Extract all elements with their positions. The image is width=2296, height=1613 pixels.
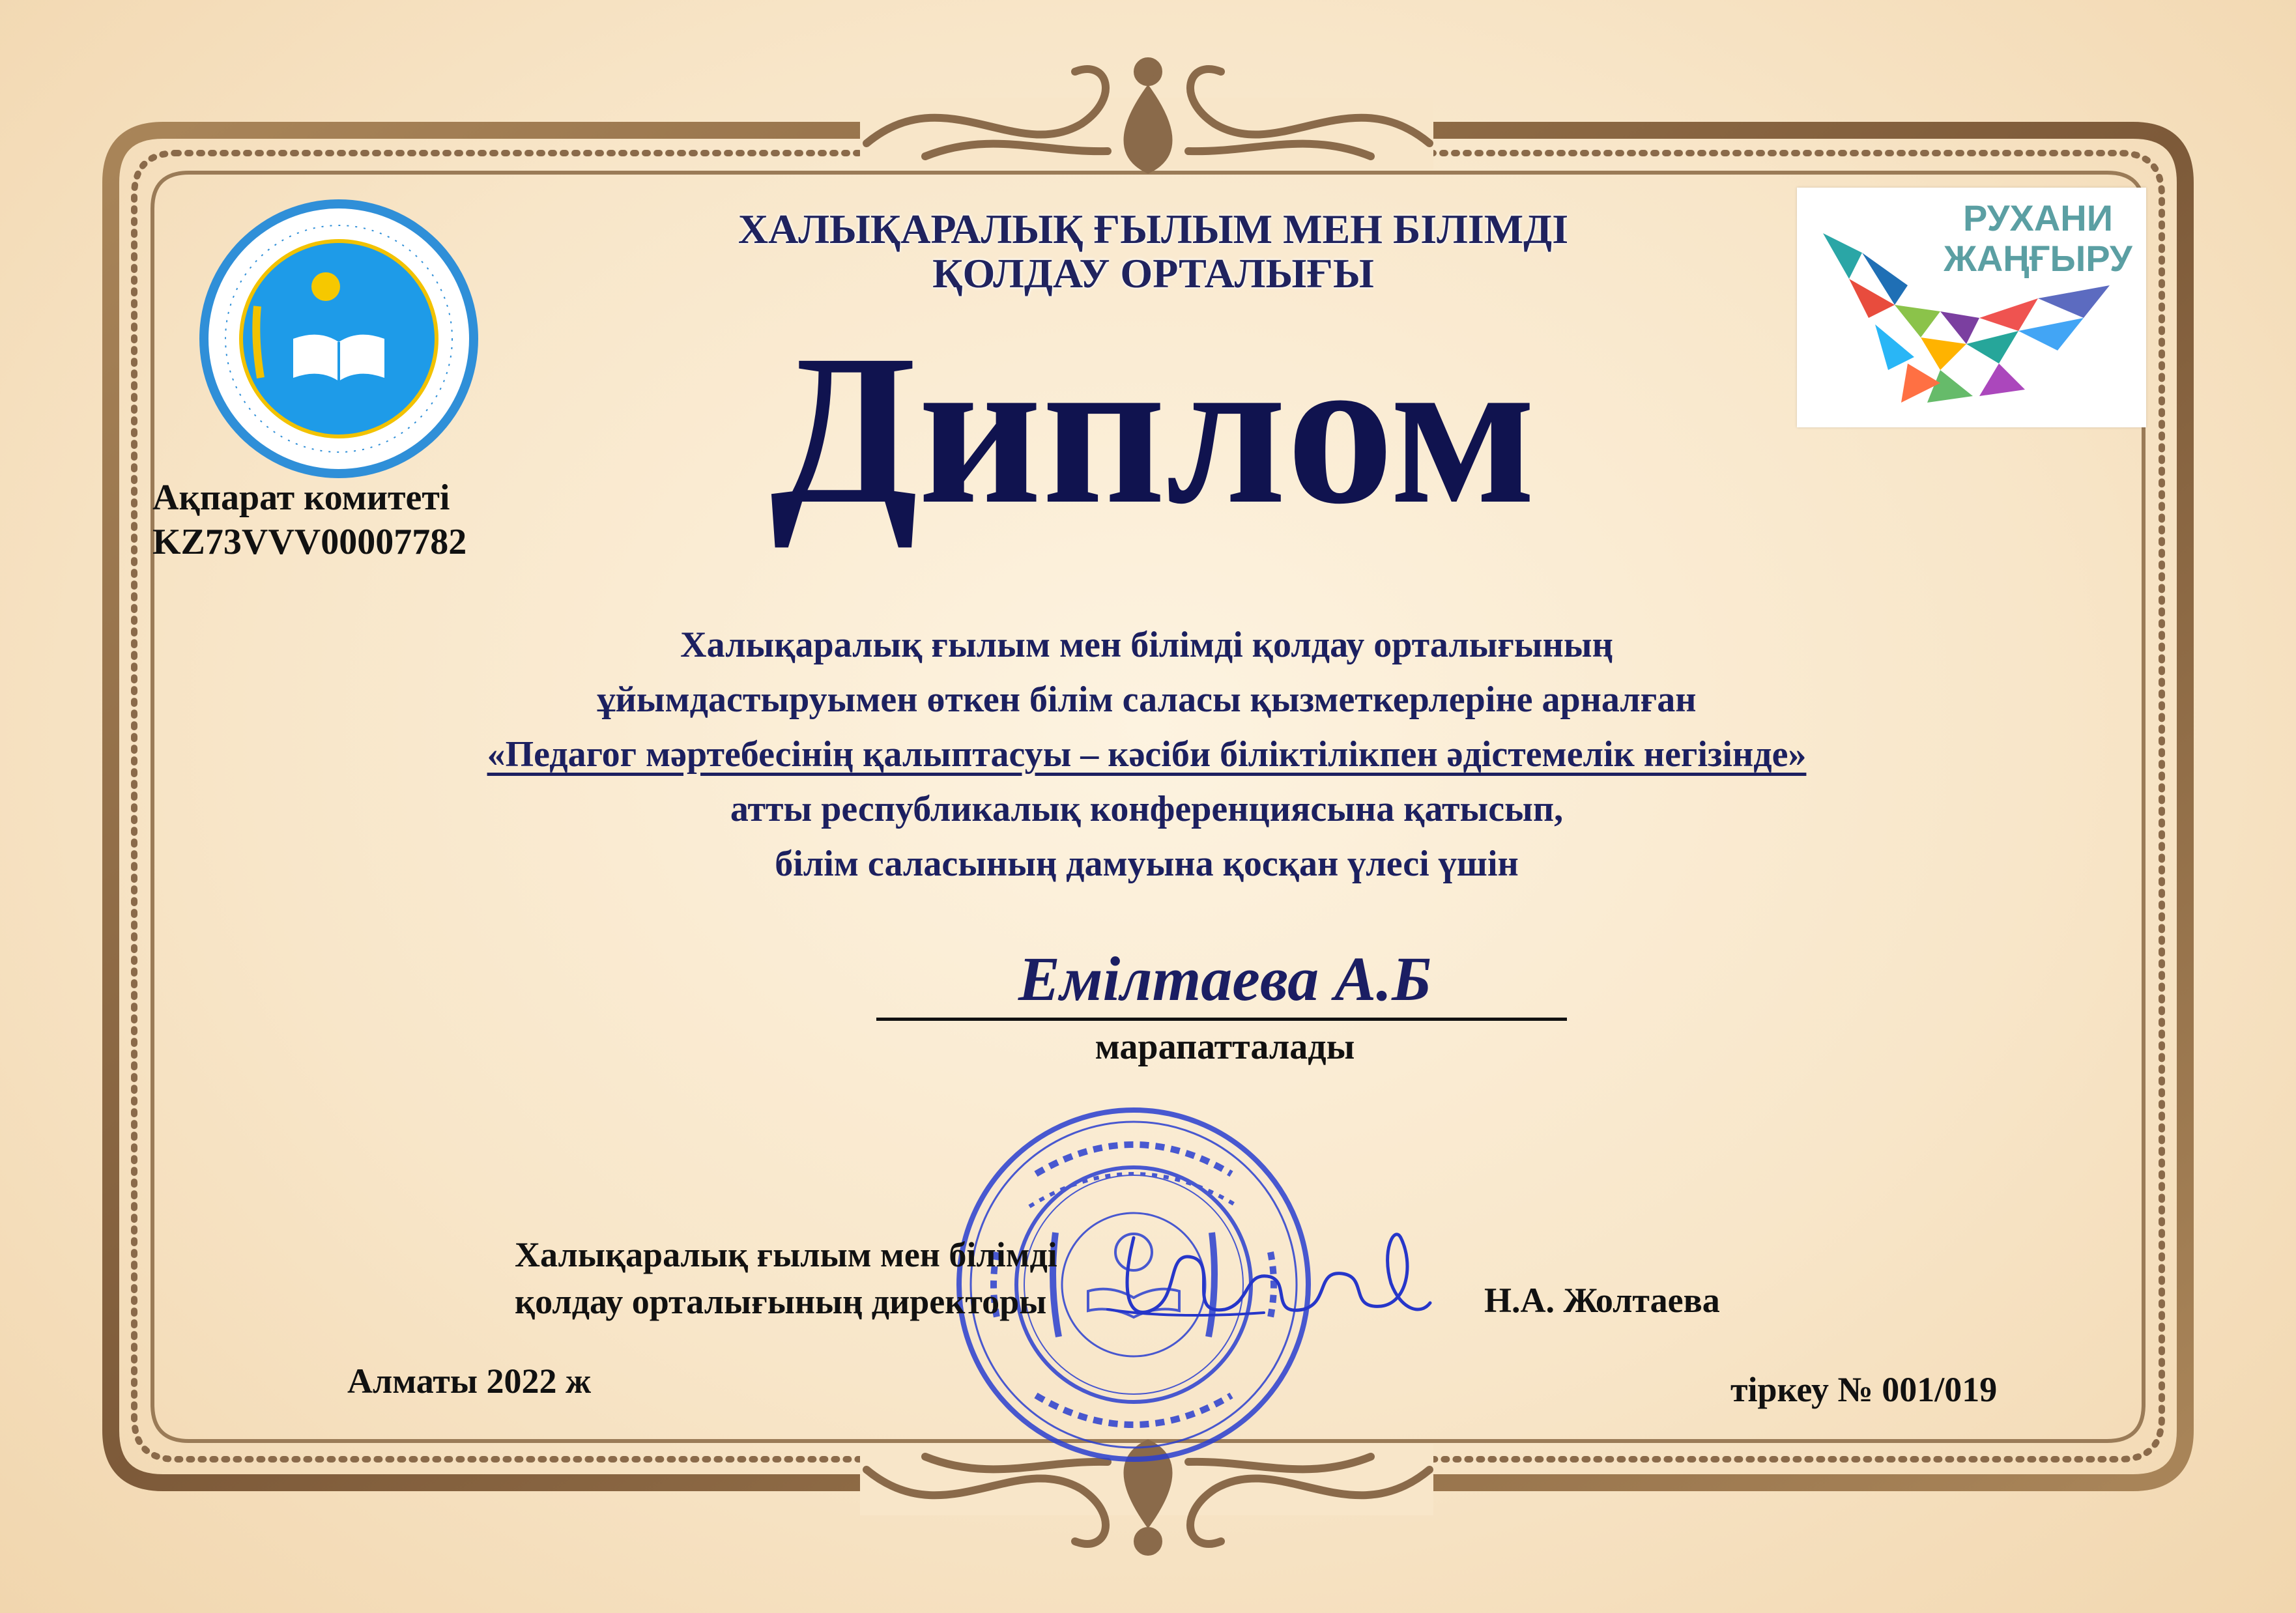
registration-code: KZ73VVV00007782 bbox=[152, 522, 467, 562]
director-block bbox=[515, 1231, 1057, 1325]
diploma-title: Диплом bbox=[770, 311, 1536, 549]
director-line2: қолдау орталығының директоры bbox=[515, 1282, 1047, 1321]
director-name: Н.А. Жолтаева bbox=[1484, 1281, 1720, 1320]
registration-number: тіркеу № 001/019 bbox=[1730, 1370, 1998, 1409]
recipient-name: Емілтаева А.Б bbox=[1018, 944, 1432, 1014]
header-line1: ХАЛЫҚАРАЛЫҚ ҒЫЛЫМ МЕН БІЛІМДІ bbox=[738, 206, 1569, 252]
header-line2: ҚОЛДАУ ОРТАЛЫҒЫ bbox=[932, 250, 1374, 296]
city-date: Алматы 2022 ж bbox=[347, 1362, 592, 1401]
rukhani-text bbox=[1940, 198, 2136, 279]
body-line5: білім саласының дамуына қосқан үлесі үшін bbox=[775, 844, 1519, 884]
rukhani-line2: ЖАҢҒЫРУ bbox=[1944, 238, 2132, 279]
center-emblem-logo bbox=[195, 195, 482, 482]
rukhani-logo bbox=[1797, 188, 2146, 427]
body-line1: Халықаралық ғылым мен білімді қолдау орталығының bbox=[680, 625, 1613, 665]
director-line1: Халықаралық ғылым мен білімді bbox=[515, 1235, 1057, 1274]
top-ornament bbox=[860, 61, 1433, 169]
body-line4: атты республикалық конференциясына қатысып, bbox=[730, 789, 1564, 829]
committee-label: Ақпарат комитеті bbox=[152, 478, 450, 518]
rukhani-line1: РУХАНИ bbox=[1963, 197, 2113, 238]
organization-header bbox=[586, 207, 1720, 296]
director-signature bbox=[1095, 1212, 1433, 1342]
diploma-body bbox=[365, 618, 1929, 891]
awarded-label: марапатталады bbox=[1095, 1027, 1355, 1067]
event-title: «Педагог мәртебесінің қалыптасуы – кәсіби біліктілікпен әдістемелік негізінде» bbox=[487, 734, 1807, 775]
info-committee-block bbox=[152, 476, 466, 564]
recipient-underline bbox=[876, 1018, 1567, 1021]
body-line2: ұйымдастыруымен өткен білім саласы қызметкерлеріне арналған bbox=[597, 679, 1697, 720]
